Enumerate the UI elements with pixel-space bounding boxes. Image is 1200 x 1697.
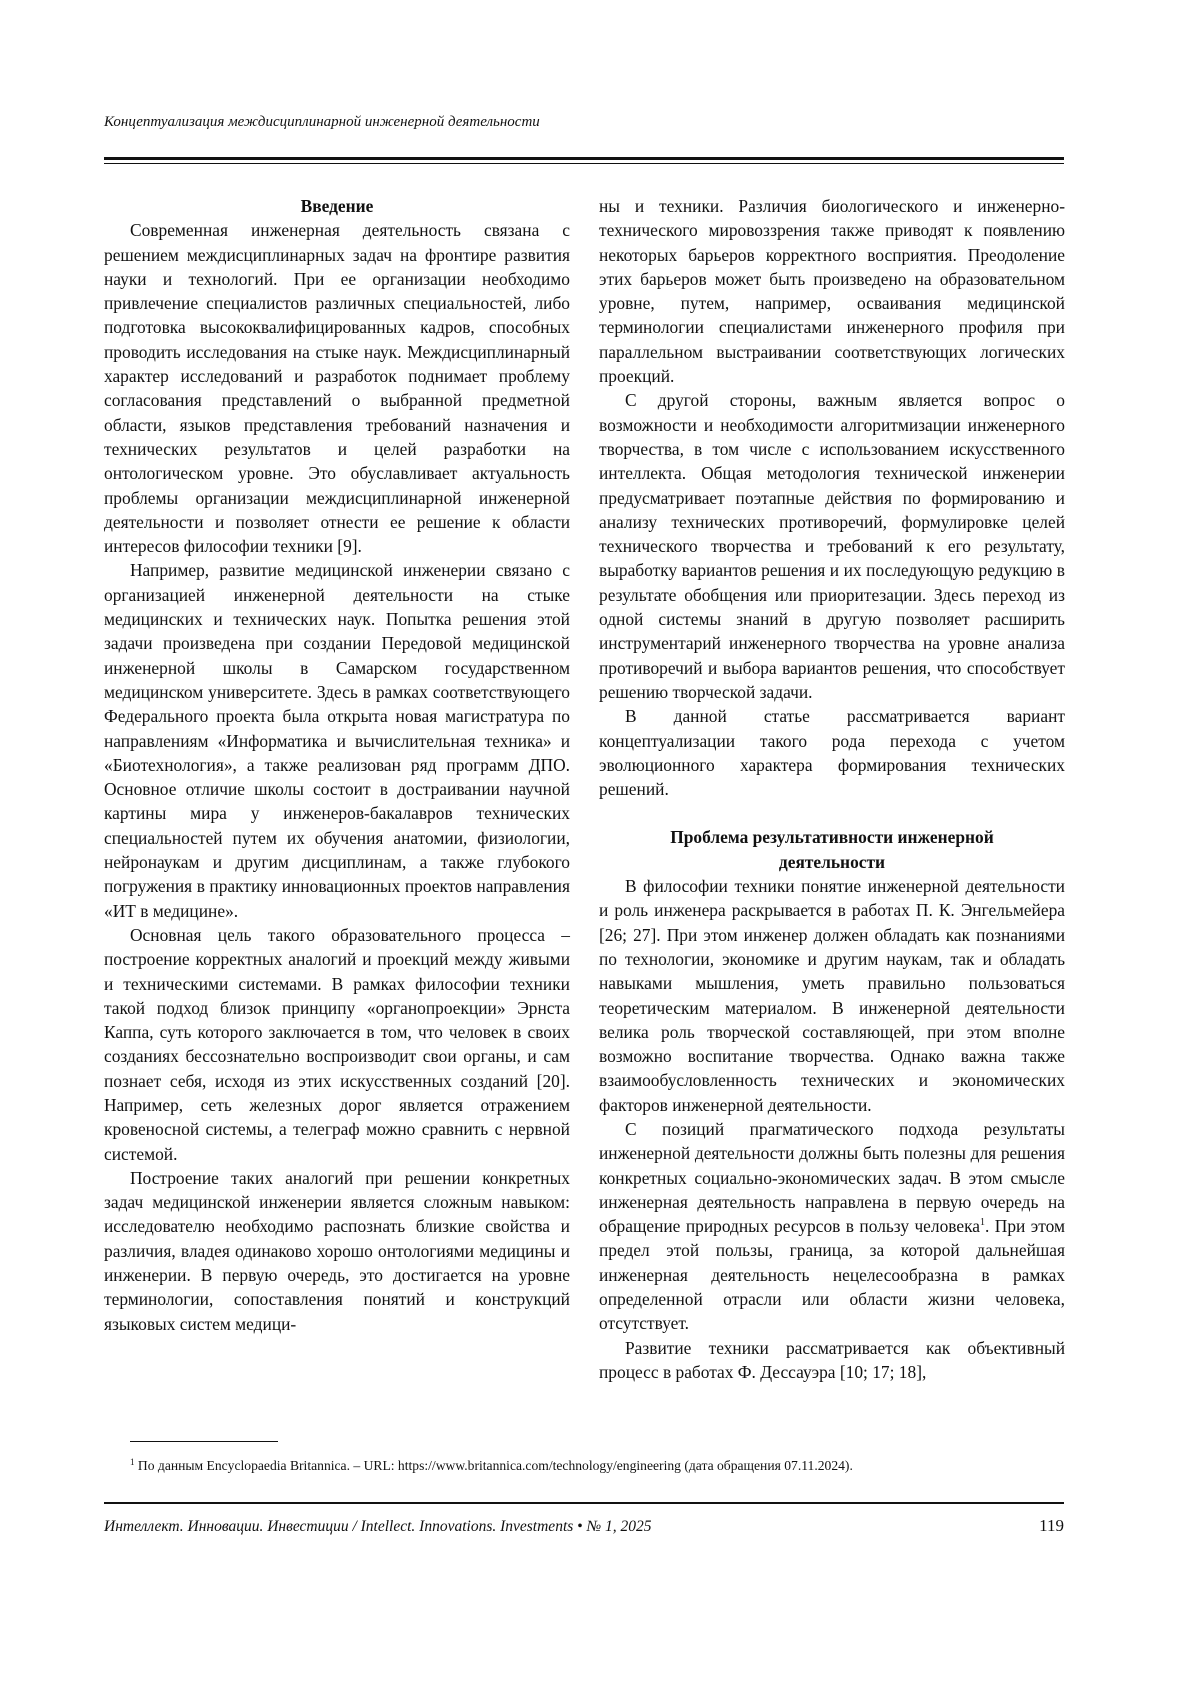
section-heading-effectiveness xyxy=(599,825,1065,874)
paragraph: Например, развитие медицинской инженерии связано с организацией инженерной деятельности на стыке медицинских и технических наук. Попытка решения этой задачи произведена при создании Передовой медицинской инженерной школы в Самарском государственном медицинском университете. Здесь в рамках соответствующего Федерального проекта была открыта новая магистратура по направлениям «Информатика и вычислительная техника» и «Биотехнология», а также реализован ряд программ ДПО. Основное отличие школы состоит в достраивании научной картины мира у инженеров-бакалавров технических специальностей путем их обучения анатомии, физиологии, нейронаукам и другим дисциплинам, а также глубокого погружения в практику инновационных проектов направления «ИТ в медицине». xyxy=(104,560,570,921)
paragraph: Развитие техники рассматривается как объективный процесс в работах Ф. Дессауэра [10; 17; 18], xyxy=(599,1337,1065,1382)
footer-rule xyxy=(104,1502,1064,1504)
paragraph-text: С позиций прагматического подхода результаты инженерной деятельности должны быть полезны для решения конкретных социально-экономических задач. В этом смысле инженерная деятельность направлена в первую очередь на обращение природных ресурсов в пользу человека xyxy=(599,1118,1065,1237)
heading-line: деятельности xyxy=(778,851,886,872)
paragraph-text: . При этом предел этой пользы, граница, за которой дальнейшая инженерная деятельность нецелесообразна в рамках определенной отрасли или области жизни человека, отсутствует. xyxy=(599,1216,1065,1334)
footnote-reference[interactable]: 1 xyxy=(980,1217,986,1229)
right-column xyxy=(599,194,1065,1384)
footnote-rule xyxy=(130,1441,278,1442)
paragraph: Основная цель такого образовательного процесса – построение корректных аналогий и проекций между живыми и техническими системами. В рамках философии техники такой подход близок принципу «органопроекции» Эрнста Каппа, суть которого заключается в том, что человек в своих созданиях бессознательно воспроизводит свои органы, и сам познает себя, исходя из этих искусственных созданий [20]. Например, сеть железных дорог является отражением кровеносной системы, а телеграф можно сравнить с нервной системой. xyxy=(104,924,570,1164)
paragraph: В данной статье рассматривается вариант концептуализации такого рода перехода с учетом эволюционного характера формирования технических решений. xyxy=(599,706,1065,800)
header-rule-thick xyxy=(104,157,1064,160)
footnote-marker: 1 xyxy=(130,1457,135,1467)
left-column xyxy=(104,194,570,1336)
paragraph xyxy=(599,1117,1065,1336)
paragraph-continuation: ны и техники. Различия биологического и инженерно-технического мировоззрения также приводят к появлению некоторых барьеров корректного восприятия. Преодоление этих барьеров может быть произведено на образовательном уровне, путем, например, осваивания медицинской терминологии специалистами инженерного профиля при параллельном выстраивании соответствующих логических проекций. xyxy=(599,196,1065,387)
paragraph: С другой стороны, важным является вопрос о возможности и необходимости алгоритмизации инженерного творчества, в том числе с использованием искусственного интеллекта. Общая методология технической инженерии предусматривает поэтапные действия по формированию и анализу технических противоречий, формулировке целей технического творчества и требований к его результату, выработку вариантов решения и их последующую редукцию в результате обобщения или приоритезации. Здесь переход из одной системы знаний в другую позволяет расширить инструментарий инженерного творчества на уровне анализа противоречий и выбора вариантов решения, что способствует решению творческой задачи. xyxy=(599,390,1065,702)
section-heading-introduction: Введение xyxy=(300,196,374,216)
footnote-text: По данным Encyclopaedia Britannica. – URL: https://www.britannica.com/technology/engineering (дата обращения 07.11.2024). xyxy=(137,1458,853,1473)
paragraph: Построение таких аналогий при решении конкретных задач медицинской инженерии является сложным навыком: исследователю необходимо распознать близкие свойства и различия, владея одинаково хорошо онтологиями медицины и инженерии. В первую очередь, это достигается на уровне терминологии, сопоставления понятий и конструкций языковых систем медици- xyxy=(104,1167,570,1334)
running-head: Концептуализация междисциплинарной инженерной деятельности xyxy=(104,114,540,130)
footnote xyxy=(130,1457,1064,1475)
header-rule-thin xyxy=(104,163,1064,164)
page-number: 119 xyxy=(1039,1516,1064,1535)
paragraph: Современная инженерная деятельность связана с решением междисциплинарных задач на фронтире развития науки и технологий. При ее организации необходимо привлечение специалистов различных специальностей, либо подготовка высококвалифицированных кадров, способных проводить исследования на стыке наук. Междисциплинарный характер исследований и разработок поднимает проблему согласования представлений о выбранной предметной области, языков представления требований назначения и технических результатов и целей разработки на онтологическом уровне. Это обуславливает актуальность проблемы организации междисциплинарной инженерной деятельности и позволяет отнести ее решение к области интересов философии техники [9]. xyxy=(104,220,570,557)
heading-line: Проблема результативности инженерной xyxy=(670,827,994,848)
paragraph: В философии техники понятие инженерной деятельности и роль инженера раскрывается в работах П. К. Энгельмейера [26; 27]. При этом инженер должен обладать как познаниями по технологии, экономике и другим наукам, так и обладать навыками мышления, уметь правильно пользоваться теоретическим материалом. В инженерной деятельности велика роль творческой составляющей, при этом вполне возможно воспитание творчества. Однако важна также взаимообусловленность технических и экономических факторов инженерной деятельности. xyxy=(599,876,1065,1115)
journal-title: Интеллект. Инновации. Инвестиции / Intellect. Innovations. Investments • № 1, 2025 xyxy=(104,1518,652,1535)
